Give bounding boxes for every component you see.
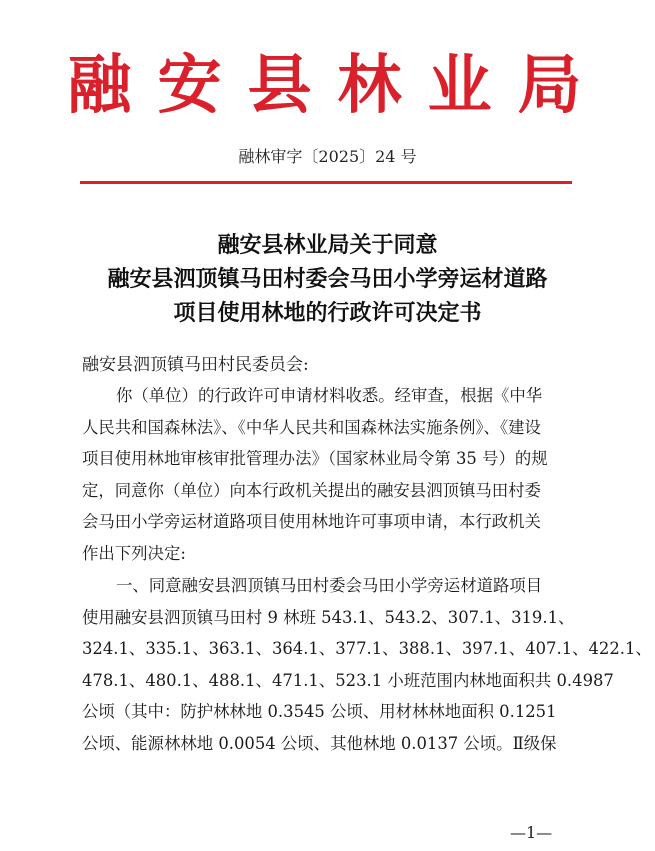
paragraph-2-line: 一、同意融安县泗顶镇马田村委会马田小学旁运材道路项目 xyxy=(116,576,543,595)
paragraph-1-line: 你（单位）的行政许可申请材料收悉。经审查，根据《中华 xyxy=(116,386,543,405)
recipient-line: 融安县泗顶镇马田村民委员会: xyxy=(82,355,309,375)
paragraph-2-line: 478.1、480.1、488.1、471.1、523.1 小班范围内林地面积共 0.4987 xyxy=(82,670,614,690)
paragraph-1-line: 作出下列决定: xyxy=(82,543,186,563)
issuing-authority-header: 融安县林业局 xyxy=(67,49,608,123)
document-number: 融林审字〔2025〕24 号 xyxy=(238,147,417,166)
paragraph-2-line: 公顷、能源林林地 0.0054 公顷、其他林地 0.0137 公顷。Ⅱ级保 xyxy=(82,733,557,753)
paragraph-1-line: 人民共和国森林法》、《中华人民共和国森林法实施条例》、《建设 xyxy=(82,417,541,437)
paragraph-2-line: 使用融安县泗顶镇马田村 9 林班 543.1、543.2、307.1、319.1、 xyxy=(82,607,575,627)
title-line-2: 融安县泗顶镇马田村委会马田小学旁运材道路 xyxy=(107,266,548,292)
paragraph-1-line: 会马田小学旁运材道路项目使用林地许可事项申请，本行政机关 xyxy=(82,512,541,532)
title-line-3: 项目使用林地的行政许可决定书 xyxy=(173,300,482,326)
paragraph-1 xyxy=(82,380,576,570)
document-title xyxy=(0,228,655,330)
paragraph-1-line: 项目使用林地审核审批管理办法》（国家林业局令第 35 号）的规 xyxy=(82,449,548,469)
red-divider-line xyxy=(80,181,572,184)
paragraph-2-line: 324.1、335.1、363.1、364.1、377.1、388.1、397.1、407.1、422.1、 xyxy=(82,639,652,659)
title-line-1: 融安县林业局关于同意 xyxy=(217,232,438,258)
paragraph-2 xyxy=(82,570,652,760)
page-number: —1— xyxy=(510,823,553,842)
paragraph-1-line: 定，同意你（单位）向本行政机关提出的融安县泗顶镇马田村委 xyxy=(82,480,541,500)
paragraph-2-line: 公顷（其中：防护林林地 0.3545 公顷、用材林林地面积 0.1251 xyxy=(82,702,557,722)
